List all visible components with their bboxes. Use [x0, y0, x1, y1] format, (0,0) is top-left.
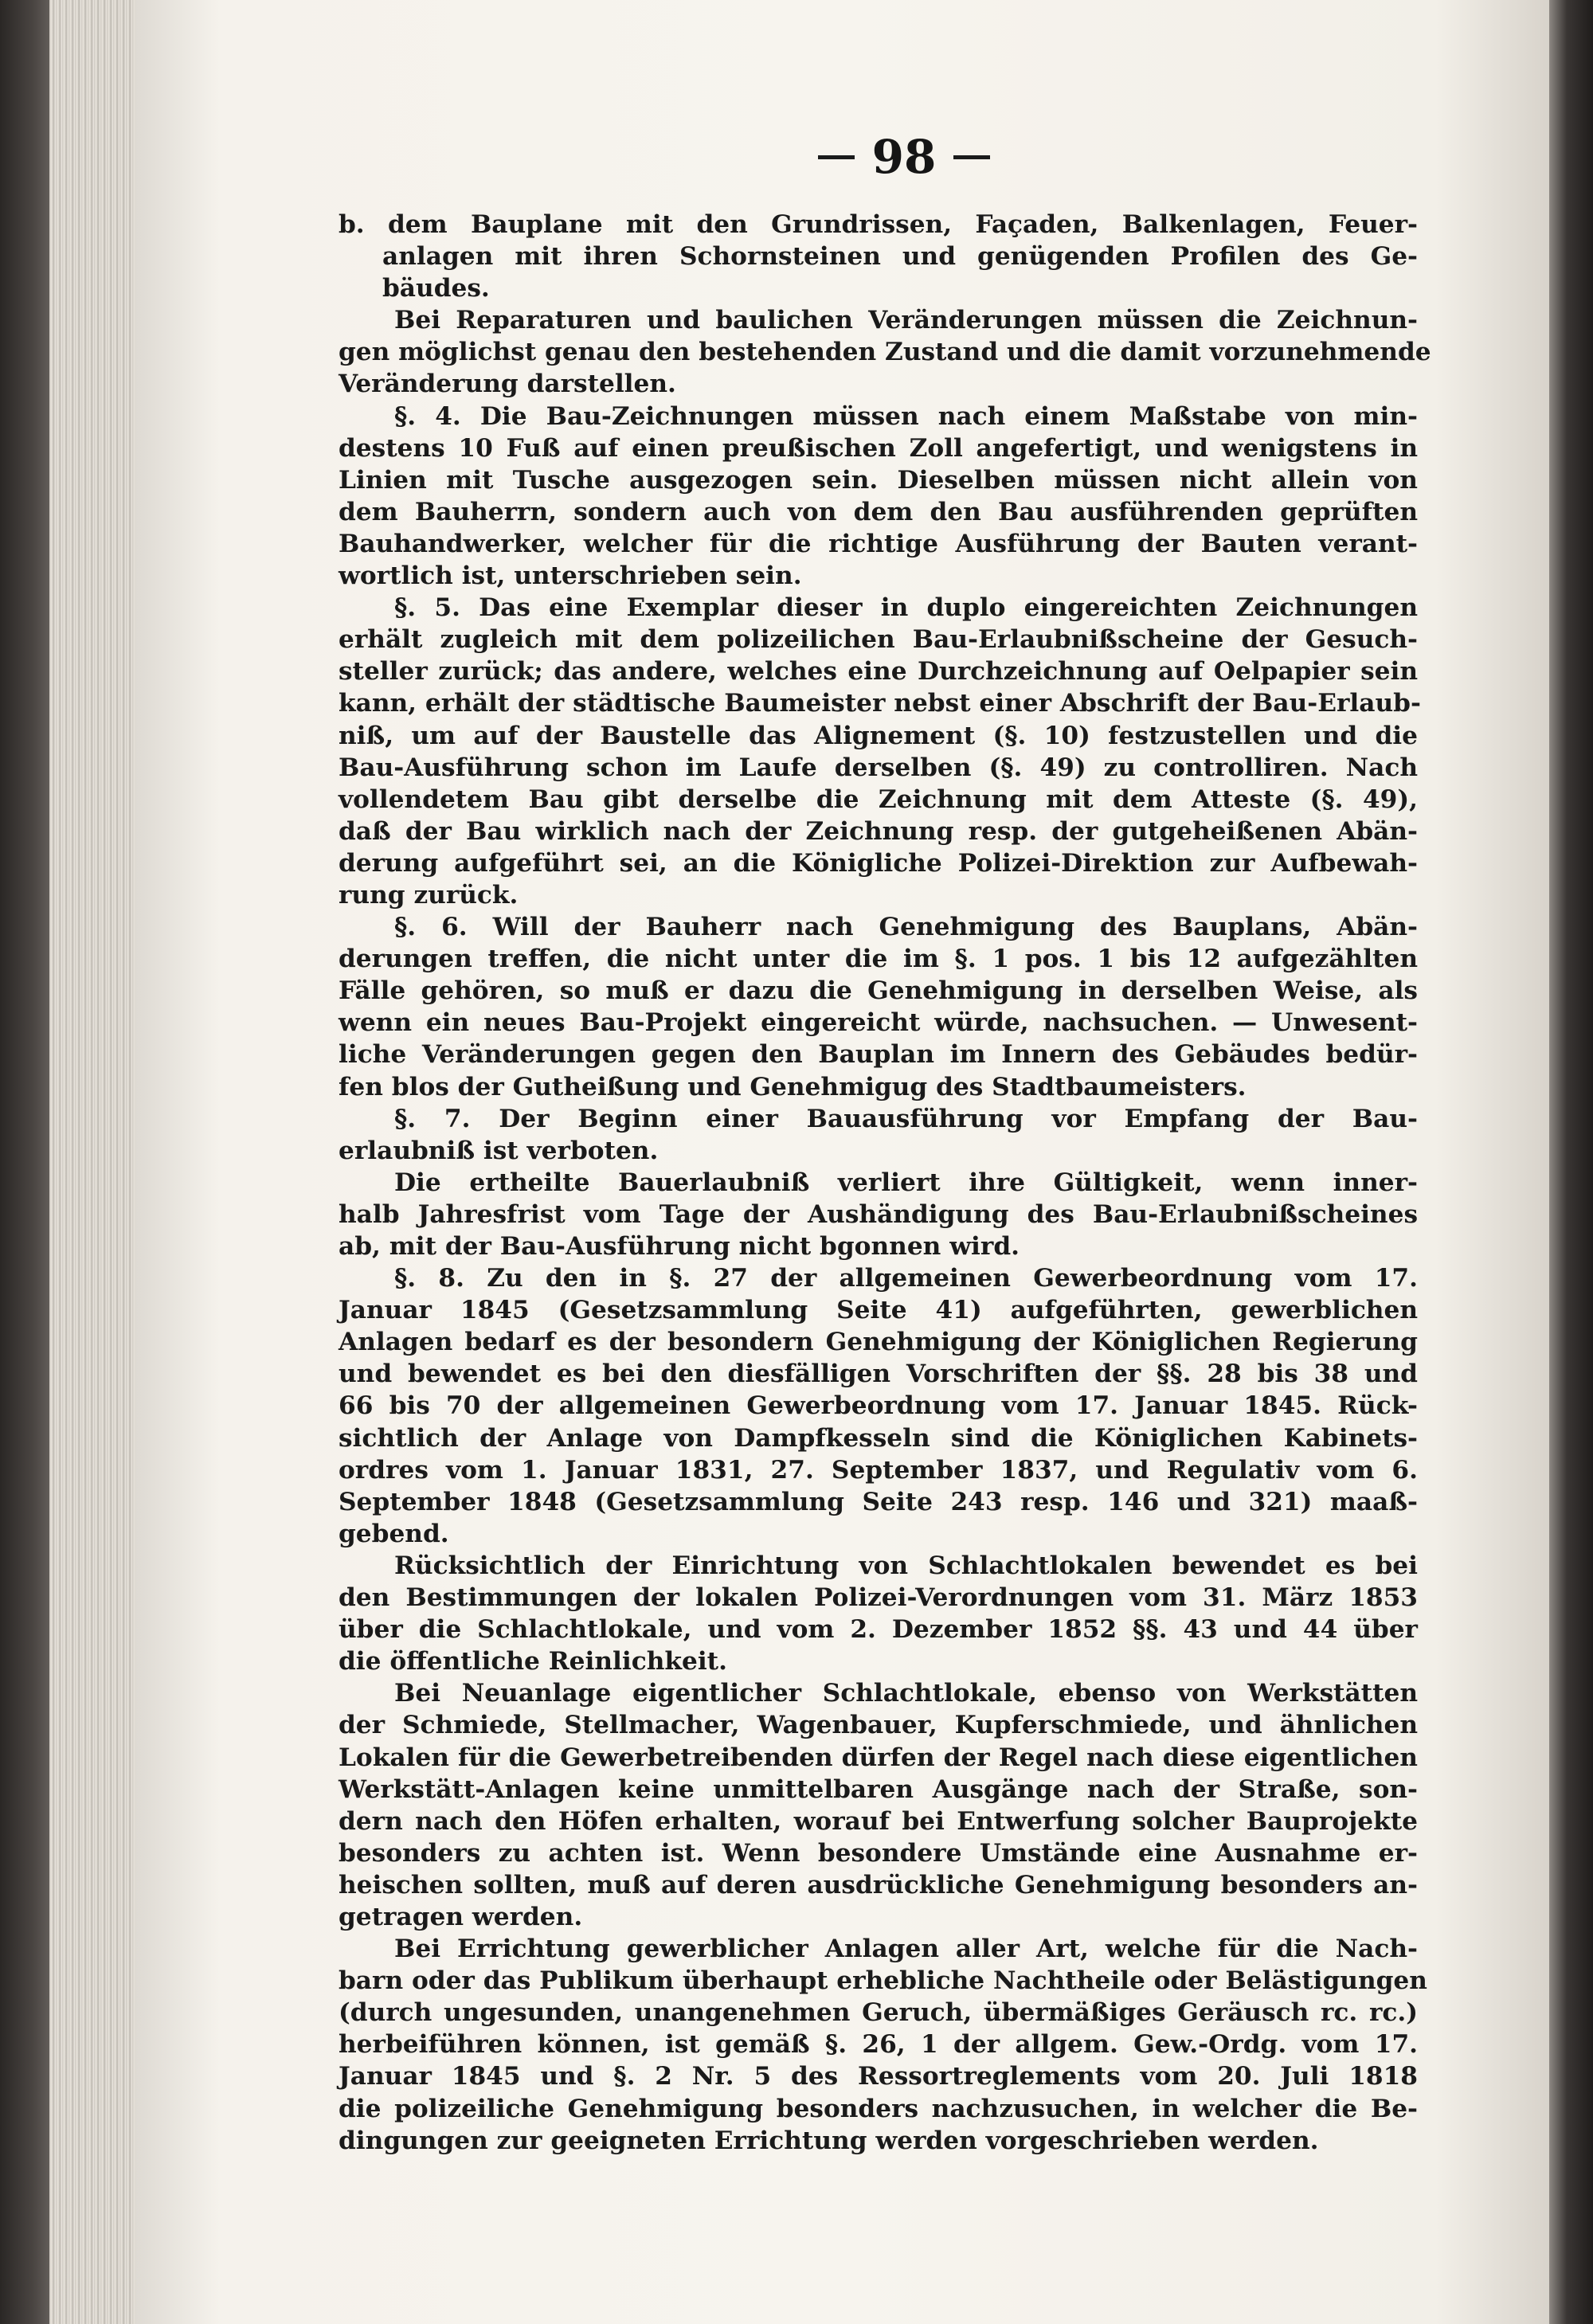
- text-line: liche Veränderungen gegen den Bauplan im Innern des Gebäudes bedür-: [339, 1040, 1418, 1070]
- body-text: [339, 209, 1431, 2157]
- text-line: kann, erhält der städtische Baumeister nebst einer Abschrift der Bau-Erlaub-: [339, 689, 1421, 718]
- text-line: den Bestimmungen der lokalen Polizei-Verordnungen vom 31. März 1853: [339, 1583, 1418, 1613]
- text-line: niß, um auf der Baustelle das Alignement (§. 10) festzustellen und die: [339, 721, 1418, 750]
- text-line: September 1848 (Gesetzsammlung Seite 243 resp. 146 und 321) maaß-: [339, 1487, 1418, 1516]
- text-line: Lokalen für die Gewerbetreibenden dürfen der Regel nach diese eigentlichen: [339, 1743, 1418, 1772]
- text-line: dingungen zur geeigneten Errichtung werden vorgeschrieben werden.: [339, 2126, 1319, 2155]
- text-line: besonders zu achten ist. Wenn besondere Umstände eine Ausnahme er-: [339, 1838, 1418, 1868]
- text-line: §. 6. Will der Bauherr nach Genehmigung des Bauplans, Abän-: [394, 913, 1418, 942]
- text-line: Bauhandwerker, welcher für die richtige Ausführung der Bauten verant-: [339, 529, 1418, 558]
- text-line: fen blos der Gutheißung und Genehmigug des Stadtbaumeisters.: [339, 1072, 1247, 1101]
- text-line: Bei Errichtung gewerblicher Anlagen aller Art, welche für die Nach-: [394, 1935, 1418, 1964]
- text-line: derung aufgeführt sei, an die Königliche Polizei-Direktion zur Aufbewah-: [339, 848, 1418, 878]
- text-line: §. 8. Zu den in §. 27 der allgemeinen Gewerbeordnung vom 17.: [394, 1264, 1418, 1293]
- text-line: Bei Reparaturen und baulichen Veränderungen müssen die Zeichnun-: [394, 306, 1418, 335]
- header-dash-right: [953, 155, 990, 159]
- text-line: herbeiführen können, ist gemäß §. 26, 1 der allgem. Gew.-Ordg. vom 17.: [339, 2030, 1418, 2060]
- text-line: dern nach den Höfen erhalten, worauf bei Entwerfung solcher Bauprojekte: [339, 1806, 1418, 1836]
- page-number: 98: [871, 130, 937, 184]
- text-line: dem Bauherrn, sondern auch von dem den Bau ausführenden geprüften: [339, 497, 1418, 526]
- page-header: [773, 129, 1035, 185]
- text-line: sichtlich der Anlage von Dampfkesseln sind die Königlichen Kabinets-: [339, 1423, 1418, 1453]
- text-line: erhält zugleich mit dem polizeilichen Bau-Erlaubnißscheine der Gesuch-: [339, 625, 1418, 655]
- text-line: Werkstätt-Anlagen keine unmittelbaren Ausgänge nach der Straße, son-: [339, 1774, 1418, 1804]
- text-line: erlaubniß ist verboten.: [339, 1136, 659, 1165]
- text-line: Bau-Ausführung schon im Laufe derselben (§. 49) zu controlliren. Nach: [339, 753, 1418, 782]
- book-gutter: [1549, 0, 1593, 2324]
- text-line: Januar 1845 und §. 2 Nr. 5 des Ressortreglements vom 20. Juli 1818: [339, 2062, 1418, 2091]
- text-line: §. 4. Die Bau-Zeichnungen müssen nach einem Maßstabe von min-: [394, 401, 1418, 431]
- text-line: steller zurück; das andere, welches eine Durchzeichnung auf Oelpapier sein: [339, 657, 1418, 687]
- text-line: und bewendet es bei den diesfälligen Vorschriften der §§. 28 bis 38 und: [339, 1360, 1418, 1389]
- text-line: §. 5. Das eine Exemplar dieser in duplo eingereichten Zeichnungen: [394, 593, 1418, 623]
- text-line: barn oder das Publikum überhaupt erhebliche Nachtheile oder Belästigungen: [339, 1966, 1427, 1996]
- text-line: Die ertheilte Bauerlaubniß verliert ihre Gültigkeit, wenn inner-: [394, 1168, 1418, 1197]
- text-line: bäudes.: [382, 274, 490, 303]
- text-line: §. 7. Der Beginn einer Bauausführung vor Empfang der Bau-: [394, 1104, 1418, 1133]
- text-line: Anlagen bedarf es der besondern Genehmigung der Königlichen Regierung: [339, 1328, 1418, 1357]
- text-line: wortlich ist, unterschrieben sein.: [339, 561, 802, 591]
- text-line: Veränderung darstellen.: [339, 370, 676, 399]
- text-line: ordres vom 1. Januar 1831, 27. September 1837, und Regulativ vom 6.: [339, 1455, 1418, 1485]
- text-line: über die Schlachtlokale, und vom 2. Dezember 1852 §§. 43 und 44 über: [339, 1615, 1418, 1645]
- text-line: Fälle gehören, so muß er dazu die Genehmigung in derselben Weise, als: [339, 976, 1418, 1006]
- text-line: Januar 1845 (Gesetzsammlung Seite 41) aufgeführten, gewerblichen: [339, 1296, 1418, 1325]
- text-line: rung zurück.: [339, 880, 519, 910]
- header-dash-left: [818, 155, 855, 159]
- text-line: anlagen mit ihren Schornsteinen und genügenden Profilen des Ge-: [382, 242, 1418, 272]
- text-line: derungen treffen, die nicht unter die im §. 1 pos. 1 bis 12 aufgezählten: [339, 945, 1418, 974]
- text-line: gen möglichst genau den bestehenden Zustand und die damit vorzunehmende: [339, 338, 1431, 367]
- text-line: Linien mit Tusche ausgezogen sein. Dieselben müssen nicht allein von: [339, 465, 1418, 495]
- text-line: (durch ungesunden, unangenehmen Geruch, übermäßiges Geräusch rc. rc.): [339, 1998, 1418, 2028]
- text-line: daß der Bau wirklich nach der Zeichnung resp. der gutgeheißenen Abän-: [339, 816, 1418, 846]
- text-line: die polizeiliche Genehmigung besonders nachzusuchen, in welcher die Be-: [339, 2094, 1418, 2123]
- text-line: b. dem Bauplane mit den Grundrissen, Façaden, Balkenlagen, Feuer-: [339, 210, 1418, 239]
- background-left-edge: [0, 0, 56, 2324]
- text-line: 66 bis 70 der allgemeinen Gewerbeordnung vom 17. Januar 1845. Rück-: [339, 1391, 1418, 1421]
- text-line: destens 10 Fuß auf einen preußischen Zoll angefertigt, und wenigstens in: [339, 433, 1418, 463]
- text-line: getragen werden.: [339, 1902, 583, 1931]
- text-line: wenn ein neues Bau-Projekt eingereicht würde, nachsuchen. — Unwesent-: [339, 1008, 1418, 1038]
- text-line: vollendetem Bau gibt derselbe die Zeichnung mit dem Atteste (§. 49),: [339, 784, 1418, 814]
- text-line: heischen sollten, muß auf deren ausdrückliche Genehmigung besonders an-: [339, 1870, 1418, 1899]
- book-page-edges: [49, 0, 145, 2324]
- text-line: die öffentliche Reinlichkeit.: [339, 1647, 727, 1676]
- text-line: Rücksichtlich der Einrichtung von Schlachtlokalen bewendet es bei: [394, 1551, 1418, 1580]
- text-line: ab, mit der Bau-Ausführung nicht bgonnen wird.: [339, 1232, 1020, 1261]
- text-line: halb Jahresfrist vom Tage der Aushändigung des Bau-Erlaubnißscheines: [339, 1199, 1418, 1229]
- text-line: der Schmiede, Stellmacher, Wagenbauer, Kupferschmiede, und ähnlichen: [339, 1711, 1418, 1740]
- text-line: Bei Neuanlage eigentlicher Schlachtlokale, ebenso von Werkstätten: [394, 1679, 1418, 1708]
- text-line: gebend.: [339, 1519, 449, 1548]
